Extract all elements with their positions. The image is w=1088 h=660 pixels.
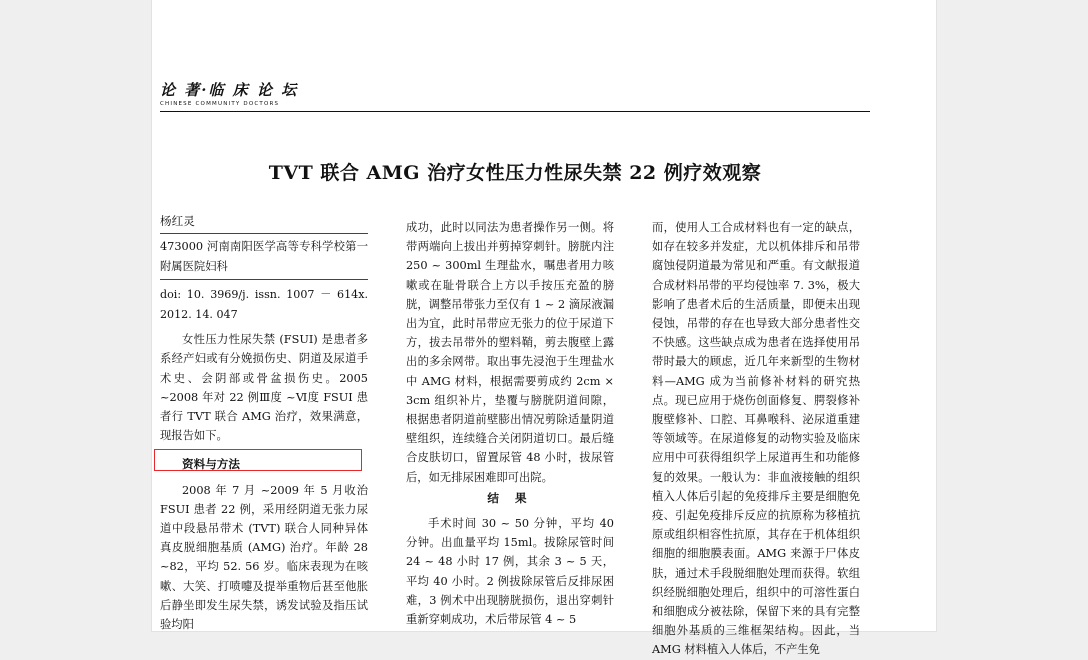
page-content bbox=[152, 0, 936, 657]
column-right bbox=[652, 212, 860, 660]
section-heading-results: 结 果 bbox=[487, 490, 533, 505]
journal-header-en: CHINESE COMMUNITY DOCTORS bbox=[160, 100, 280, 107]
paragraph-discussion: 而，使用人工合成材料也有一定的缺点，如存在较多并发症，尤以机体排斥和吊带腐蚀侵阴道最为常见和严重。有文献报道合成材料吊带的平均侵蚀率 7. 3%，极大影响了患者术后的生活质量，即便未出现侵蚀，吊带的存在也导致大部分患者性交不快感。这些缺点成为患者在选择使用吊带时最大的顾虑，近几年来新型的生物材料—AMG 成为当前修补材料的研究热点。现已应用于烧伤创面修复、腭裂修补腹壁修补、口腔、耳鼻喉科、泌尿道重建等领域等。在尿道修复的动物实验及临床应用中可获得组织学上尿道再生和功能修复的效果。一般认为：非血液接触的组织植入人体后引起的免疫排斥主要是细胞免疫、引起免疫排斥反应的抗原称为移植抗原或组织相容性抗原，其存在于机体组织细胞的细胞膜表面。AMG 来源于尸体皮肤，通过术手段脱细胞处理而获得。软组织经脱细胞处理后，组织中的可溶性蛋白和细胞成分被祛除，保留下来的具有完整细胞外基质的三维框架结构。因此，当 AMG 材料植入人体后，不产生免 bbox=[652, 221, 860, 657]
paragraph-methods: 2008 年 7 月 ~2009 年 5 月收治 FSUI 患者 22 例，采用经阴道无张力尿道中段悬吊带术 (TVT) 联合人同种异体真皮脱细胞基质 (AMG) 治疗。年龄 28 ~82，平均 52. 56 岁。临床表现为在咳嗽、大笑、打喷嚏及提举重物后甚至他胀后静坐即发生尿失禁，诱发试验及指压试验均阳 bbox=[160, 483, 368, 632]
column-left bbox=[160, 212, 368, 634]
document-page bbox=[152, 0, 936, 657]
journal-header bbox=[160, 82, 870, 112]
column-middle bbox=[406, 212, 614, 629]
article-doi: doi: 10. 3969/j. issn. 1007 － 614x. 2012. 14. 047 bbox=[160, 288, 368, 321]
author-affiliation: 473000 河南南阳医学高等专科学校第一附属医院妇科 bbox=[160, 234, 368, 280]
author-name: 杨红灵 bbox=[160, 212, 368, 234]
page-title: TVT 联合 AMG 治疗女性压力性尿失禁 22 例疗效观察 bbox=[268, 162, 762, 184]
paragraph-procedure: 成功，此时以同法为患者操作另一侧。将带两端向上拔出并剪掉穿刺针。膀胱内注 250 ~ 300ml 生理盐水，嘱患者用力咳嗽或在耻骨联合上方以手按压充盈的膀胱，调整吊带张力至仅有 1 ~ 2 滴尿液漏出为宜，此时吊带应无张力的位于尿道下方，拔去吊带外的塑料鞘，剪去腹壁上露出的多余网带。取出事先浸泡于生理盐水中 AMG 材料，根据需要剪成约 2cm × 3cm 组织补片，垫覆与膀胱阴道间隙，根据患者阴道前壁膨出情况剪除适量阴道壁组织，连续缝合关闭阴道切口。最后缝合皮肤切口，留置尿管 48 小时，拔尿管后，如无排尿困难即可出院。 bbox=[406, 221, 614, 484]
section-heading-methods: 资料与方法 bbox=[182, 457, 240, 472]
paragraph-intro: 女性压力性尿失禁 (FSUI) 是患者多系经产妇或有分娩损伤史、阴道及尿道手术史、会阴部或骨盆损伤史。2005 ~2008 年对 22 例Ⅲ度 ~Ⅵ度 FSUI 患者行 TVT 联合 AMG 治疗，效果满意，现报告如下。 bbox=[160, 333, 368, 443]
journal-header-cn: 论 著·临 床 论 坛 bbox=[160, 81, 299, 99]
article-columns bbox=[160, 212, 876, 657]
paragraph-results: 手术时间 30 ~ 50 分钟，平均 40 分钟。出血量平均 15ml。拔除尿管时间 24 ~ 48 小时 17 例，其余 3 ~ 5 天，平均 40 小时。2 例拔除尿管后反排尿困难，3 例术中出现膀胱损伤，退出穿刺针重新穿刺成功，术后带尿管 4 ~ 5 bbox=[406, 517, 614, 627]
